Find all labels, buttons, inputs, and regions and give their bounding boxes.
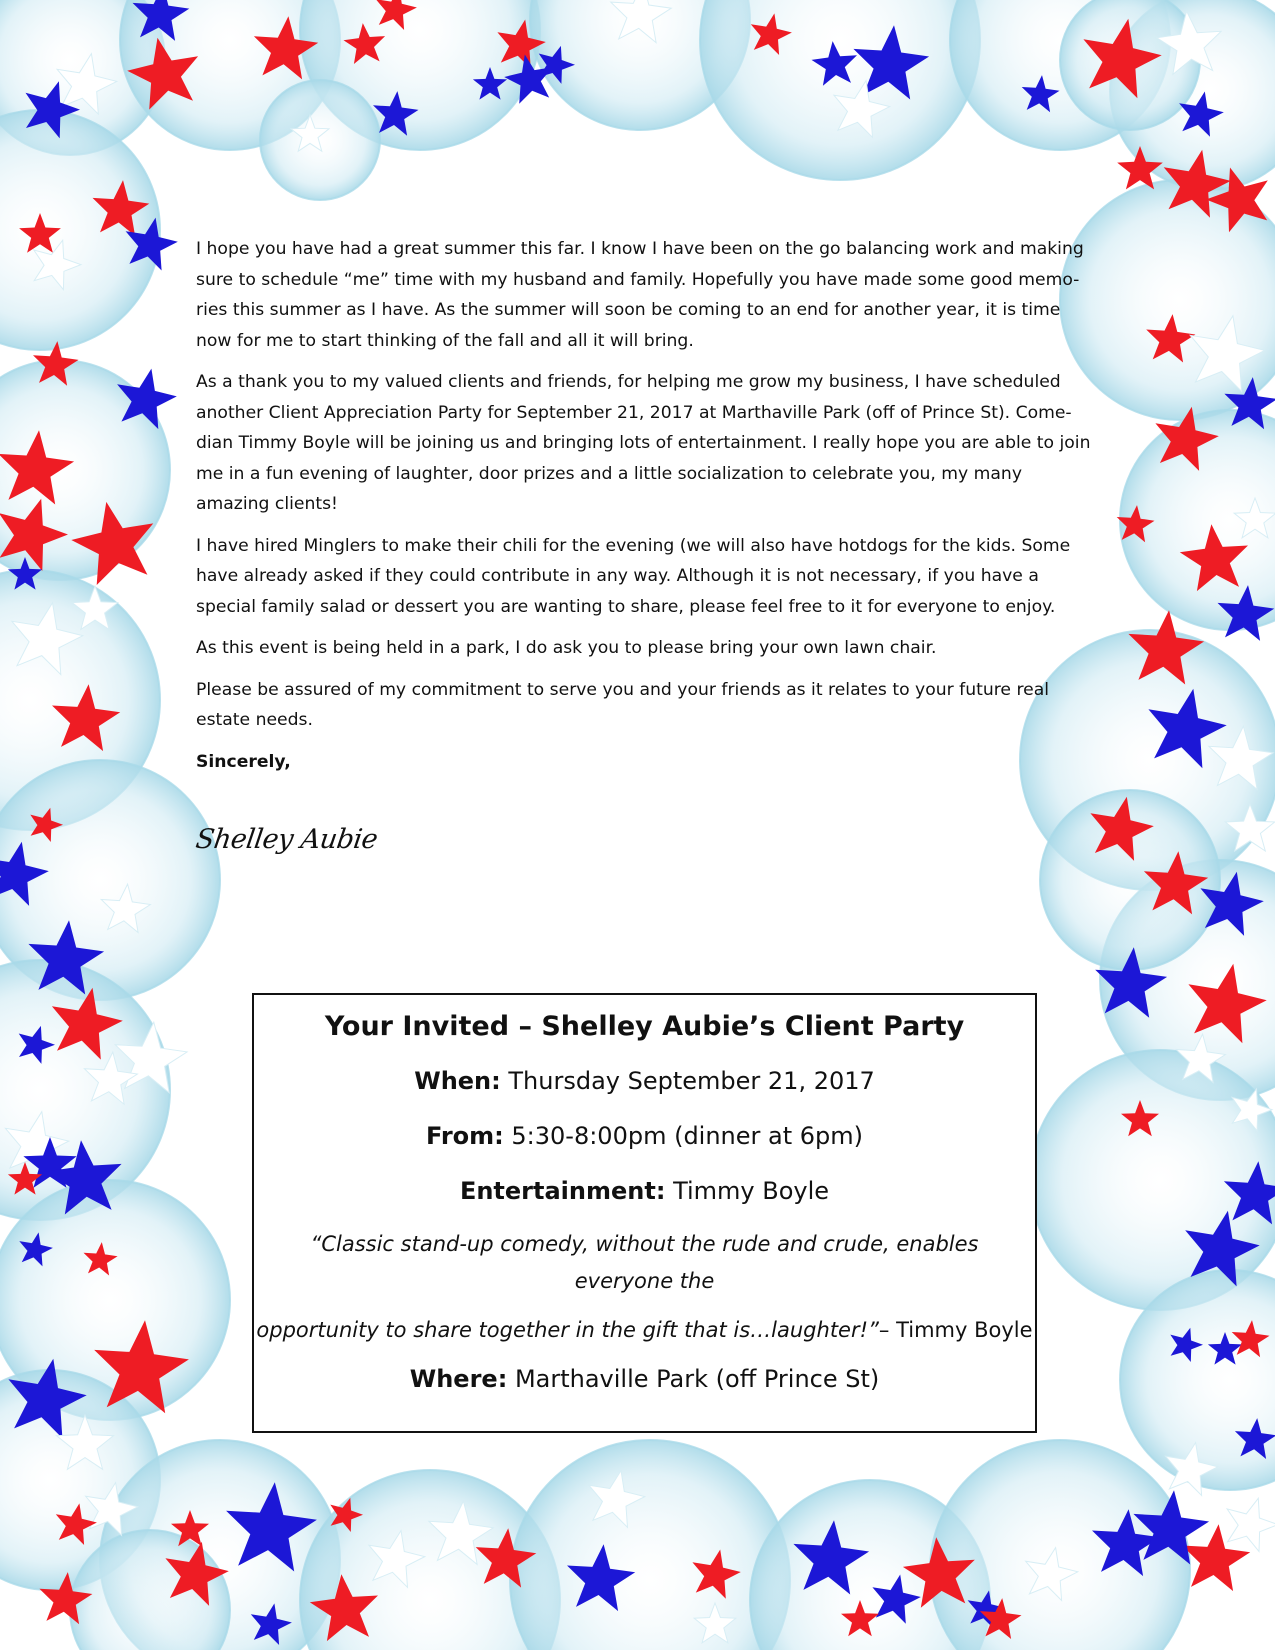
quote-line-2	[254, 1312, 1035, 1349]
letter-body	[196, 234, 1096, 788]
bubble	[510, 1440, 790, 1650]
from-row	[254, 1116, 1035, 1156]
letter-paragraph-5: Please be assured of my commitment to serve you and your friends as it relates to your future real estate needs.	[196, 679, 1050, 730]
white-star-icon	[1227, 1498, 1275, 1551]
letter-paragraph-4: As this event is being held in a park, I do ask you to please bring your own lawn chair.	[196, 638, 937, 658]
from-value: 5:30-8:00pm (dinner at 6pm)	[511, 1122, 864, 1150]
from-label: From:	[425, 1122, 504, 1150]
quote-line-1: “Classic stand-up comedy, without the rude and crude, enables everyone the	[310, 1232, 979, 1293]
bubble	[700, 0, 980, 180]
when-row	[254, 1061, 1035, 1101]
entertainment-row	[254, 1171, 1035, 1211]
entertainment-label: Entertainment:	[459, 1177, 666, 1205]
letter-closing: Sincerely,	[196, 751, 291, 772]
invitation-box	[252, 993, 1037, 1433]
entertainment-value: Timmy Boyle	[673, 1177, 830, 1205]
invitation-title: Your Invited – Shelley Aubie’s Client Party	[324, 1011, 965, 1042]
when-label: When:	[414, 1067, 501, 1095]
quote-text: opportunity to share together in the gift that is…laughter!”	[256, 1318, 879, 1342]
bubble	[260, 80, 380, 200]
when-value: Thursday September 21, 2017	[508, 1067, 875, 1095]
where-row	[254, 1359, 1035, 1399]
letter-paragraph-3: I have hired Minglers to make their chili for the evening (we will also have hotdogs for the kids. Some have already asked if they could contribute in any way. Although it is not necessary, if you have a special family salad or dessert you are wanting to share, please feel free to it for everyone to enjoy.	[196, 535, 1071, 617]
letter-paragraph-2: As a thank you to my valued clients and friends, for helping me grow my business, I have scheduled another Client Appreciation Party for September 21, 2017 at Marthaville Park (off of Prince St). Come-dian Timmy Boyle will be joining us and bringing lots of entertainment. I really hope you are able to join me in a fun evening of laughter, door prizes and a little socialization to celebrate you, my many amazing clients!	[196, 372, 1091, 514]
signature: Shelley Aubie	[193, 824, 380, 855]
quote-attribution: – Timmy Boyle	[878, 1318, 1033, 1342]
letter-paragraph-1: I hope you have had a great summer this far. I know I have been on the go balancing work and making sure to schedule “me” time with my husband and family. Hopefully you have made some good memo-ries this summer as I have. As the summer will soon be coming to an end for another year, it is time now for me to start thinking of the fall and all it will bring.	[196, 239, 1084, 351]
where-label: Where:	[409, 1365, 508, 1393]
where-value: Marthaville Park (off Prince St)	[514, 1365, 880, 1393]
